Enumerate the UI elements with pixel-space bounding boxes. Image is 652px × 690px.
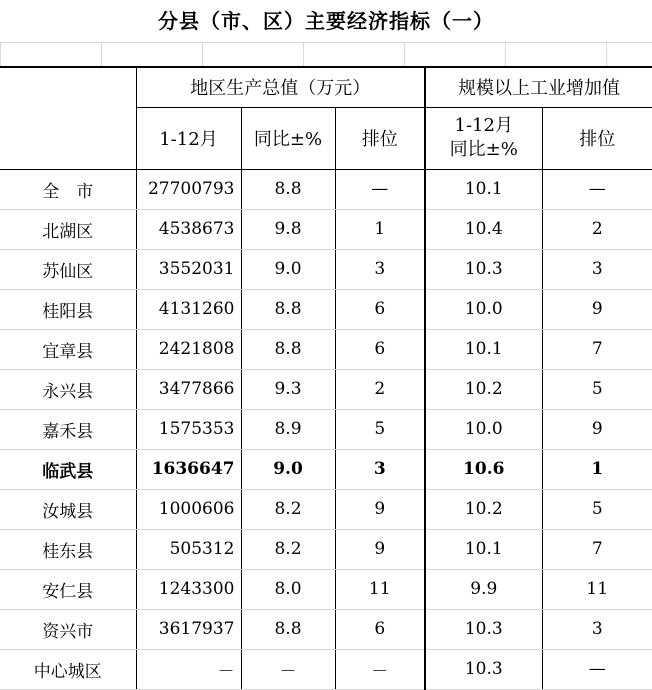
gdp-yoy-cell: 8.2: [241, 529, 335, 569]
gdp-rank-cell: 2: [335, 369, 425, 409]
gdp-yoy-cell: －: [241, 649, 335, 689]
table-row: [0, 369, 652, 409]
gdp-rank-cell: 11: [335, 569, 425, 609]
region-cell: 永兴县: [0, 369, 136, 409]
region-cell: 苏仙区: [0, 249, 136, 289]
gdp-yoy-cell: 9.8: [241, 209, 335, 249]
industry-rank-cell: 3: [542, 609, 652, 649]
region-cell: 全 市: [0, 169, 136, 209]
gdp-value-cell: 3617937: [136, 609, 241, 649]
table-row: [0, 569, 652, 609]
region-cell: 汝城县: [0, 489, 136, 529]
gdp-value-cell: 4538673: [136, 209, 241, 249]
region-cell: 北湖区: [0, 209, 136, 249]
gdp-value-cell: 505312: [136, 529, 241, 569]
gdp-rank-cell: 1: [335, 209, 425, 249]
gdp-value-cell: －: [136, 649, 241, 689]
gdp-value-cell: 1636647: [136, 449, 241, 489]
table-row: [0, 609, 652, 649]
region-header-cell: [0, 67, 136, 107]
gdp-value-cell: 1000606: [136, 489, 241, 529]
industry-yoy-cell: 9.9: [425, 569, 542, 609]
table-row: [0, 289, 652, 329]
gdp-rank-cell: 6: [335, 329, 425, 369]
table-row: [0, 329, 652, 369]
industry-rank-cell: 3: [542, 249, 652, 289]
gdp-yoy-cell: 9.3: [241, 369, 335, 409]
gdp-rank-cell: 3: [335, 249, 425, 289]
industry-rank-cell: 7: [542, 529, 652, 569]
region-cell: 中心城区: [0, 649, 136, 689]
gdp-yoy-cell: 9.0: [241, 249, 335, 289]
page-title: 分县（市、区）主要经济指标（一）: [158, 9, 494, 33]
region-cell: 桂阳县: [0, 289, 136, 329]
industry-rank-cell: —: [542, 649, 652, 689]
industry-rank-cell: 9: [542, 409, 652, 449]
industry-yoy-cell: 10.4: [425, 209, 542, 249]
gdp-yoy-header: 同比±%: [241, 107, 335, 169]
gdp-rank-cell: 3: [335, 449, 425, 489]
industry-rank-cell: 7: [542, 329, 652, 369]
gdp-value-cell: 3552031: [136, 249, 241, 289]
gdp-rank-cell: 6: [335, 289, 425, 329]
industry-yoy-cell: 10.3: [425, 649, 542, 689]
industry-yoy-cell: 10.0: [425, 289, 542, 329]
industry-rank-cell: 1: [542, 449, 652, 489]
gdp-value-cell: 27700793: [136, 169, 241, 209]
industry-rank-cell: 5: [542, 489, 652, 529]
gdp-value-cell: 4131260: [136, 289, 241, 329]
gdp-rank-cell: 9: [335, 489, 425, 529]
gdp-rank-cell: 5: [335, 409, 425, 449]
industry-yoy-cell: 10.1: [425, 529, 542, 569]
industry-yoy-cell: 10.3: [425, 249, 542, 289]
gdp-rank-cell: 9: [335, 529, 425, 569]
indicator-table: [0, 66, 652, 690]
region-cell: 临武县: [0, 449, 136, 489]
gdp-rank-cell: 6: [335, 609, 425, 649]
region-cell: 嘉禾县: [0, 409, 136, 449]
table-row: [0, 209, 652, 249]
gdp-value-cell: 2421808: [136, 329, 241, 369]
gdp-yoy-cell: 8.0: [241, 569, 335, 609]
region-cell: 安仁县: [0, 569, 136, 609]
table-row: [0, 449, 652, 489]
table-row: [0, 649, 652, 689]
table-body: [0, 169, 652, 689]
gdp-rank-cell: —: [335, 169, 425, 209]
industry-yoy-header: [425, 107, 542, 169]
industry-yoy-cell: 10.1: [425, 169, 542, 209]
region-cell: 资兴市: [0, 609, 136, 649]
gdp-group-header: 地区生产总值（万元）: [136, 67, 425, 107]
gdp-yoy-cell: 8.8: [241, 289, 335, 329]
industry-rank-header: 排位: [542, 107, 652, 169]
industry-yoy-cell: 10.6: [425, 449, 542, 489]
industry-group-header: 规模以上工业增加值: [425, 67, 652, 107]
gdp-yoy-cell: 8.2: [241, 489, 335, 529]
table-row: [0, 249, 652, 289]
industry-rank-cell: 9: [542, 289, 652, 329]
industry-yoy-cell: 10.3: [425, 609, 542, 649]
industry-rank-cell: 5: [542, 369, 652, 409]
industry-yoy-cell: 10.2: [425, 489, 542, 529]
industry-yoy-cell: 10.0: [425, 409, 542, 449]
table-row: [0, 489, 652, 529]
gdp-rank-header: 排位: [335, 107, 425, 169]
gdp-value-cell: 3477866: [136, 369, 241, 409]
gdp-yoy-cell: 9.0: [241, 449, 335, 489]
gdp-yoy-cell: 8.9: [241, 409, 335, 449]
gdp-rank-cell: －: [335, 649, 425, 689]
region-cell: 宜章县: [0, 329, 136, 369]
gdp-value-cell: 1575353: [136, 409, 241, 449]
gdp-period-header: 1-12月: [136, 107, 241, 169]
gdp-yoy-cell: 8.8: [241, 329, 335, 369]
industry-rank-cell: 2: [542, 209, 652, 249]
industry-yoy-header-line1: 1-12月: [454, 115, 513, 136]
table-row: [0, 409, 652, 449]
gdp-yoy-cell: 8.8: [241, 169, 335, 209]
industry-yoy-cell: 10.1: [425, 329, 542, 369]
table-row: [0, 529, 652, 569]
industry-rank-cell: 11: [542, 569, 652, 609]
spreadsheet-blank-row: [0, 42, 652, 67]
industry-rank-cell: —: [542, 169, 652, 209]
region-cell: 桂东县: [0, 529, 136, 569]
gdp-value-cell: 1243300: [136, 569, 241, 609]
industry-yoy-cell: 10.2: [425, 369, 542, 409]
industry-yoy-header-line2: 同比±%: [449, 139, 518, 160]
gdp-yoy-cell: 8.8: [241, 609, 335, 649]
region-header-blank: [0, 107, 136, 169]
table-row: [0, 169, 652, 209]
